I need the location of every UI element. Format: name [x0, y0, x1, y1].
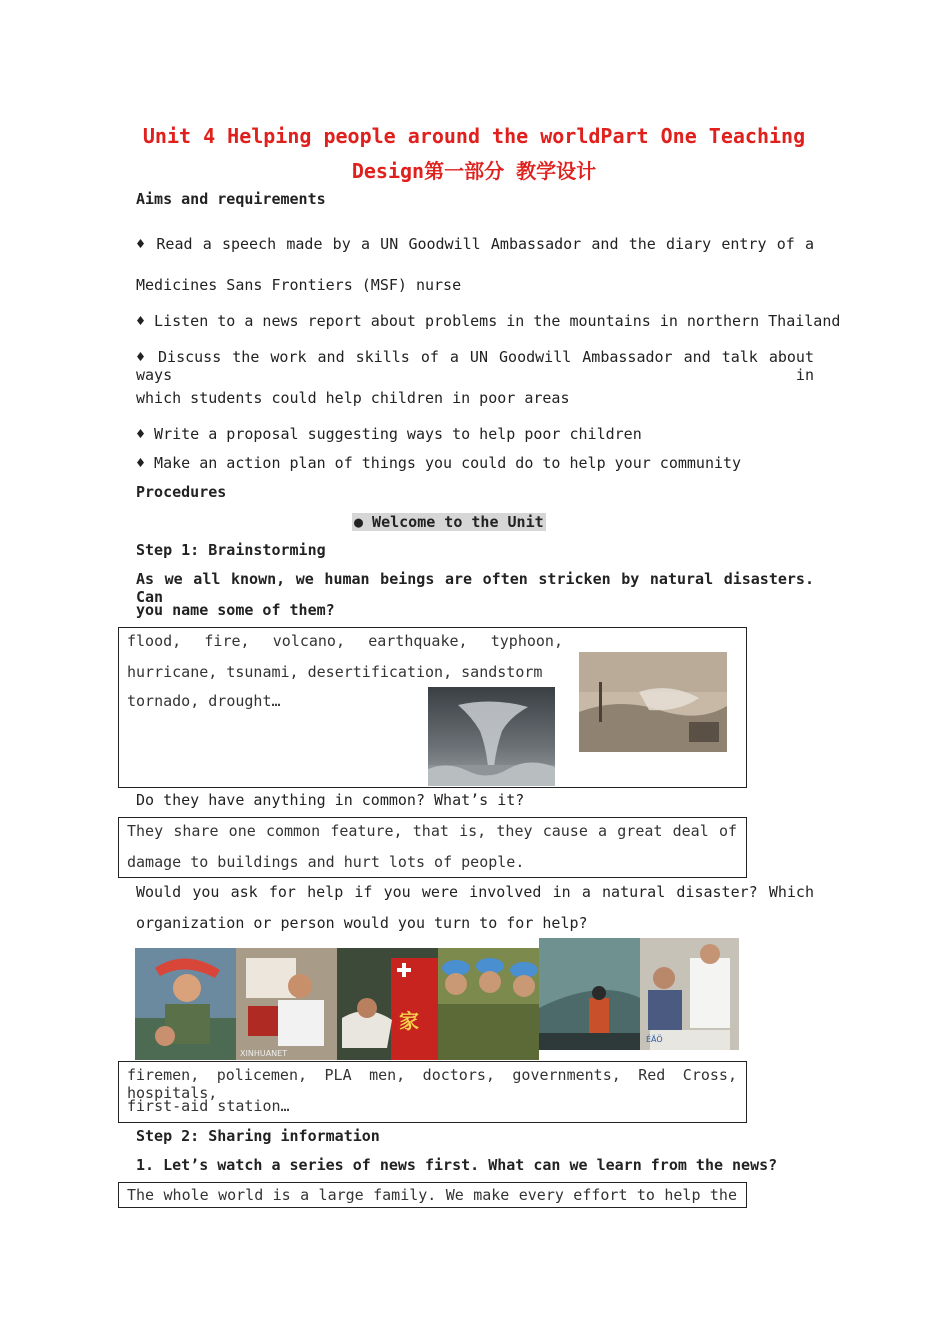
peacekeepers-photo	[438, 948, 539, 1060]
photo-banner: 家	[399, 1009, 419, 1033]
helpers-answer-line1: firemen, policemen, PLA men, doctors, governments, Red Cross, hospitals,	[127, 1066, 737, 1102]
aim-item-2: ♦ Listen to a news report about problems in the mountains in northern Thailand	[136, 312, 841, 330]
news-answer-line1: The whole world is a large family. We make every effort to help the	[127, 1186, 737, 1204]
common-feature-line2: damage to buildings and hurt lots of people.	[127, 853, 525, 871]
step2-question1: 1. Let’s watch a series of news first. What can we learn from the news?	[136, 1156, 778, 1174]
step1-question-line1: As we all known, we human beings are often stricken by natural disasters. Can	[136, 570, 814, 606]
firefighters-photo	[539, 938, 640, 1050]
step1-heading: Step 1: Brainstorming	[136, 541, 326, 559]
first-aid-photo	[236, 948, 337, 1060]
aim-item-3-line1: ♦ Discuss the work and skills of a UN Goodwill Ambassador and talk about ways in	[136, 348, 814, 384]
step1-question3-line1: Would you ask for help if you were involved in a natural disaster? Which	[136, 883, 814, 901]
section-welcome	[352, 512, 546, 531]
disasters-answer-line1: flood, fire, volcano, earthquake, typhoon,	[127, 632, 563, 650]
aim-item-1-line2: Medicines Sans Frontiers (MSF) nurse	[136, 276, 462, 294]
step1-question2: Do they have anything in common? What’s it?	[136, 791, 525, 809]
common-feature-line1: They share one common feature, that is, they cause a great deal of	[127, 822, 737, 840]
aim-item-5: ♦ Make an action plan of things you could do to help your community	[136, 454, 742, 472]
aim-item-3-line2: which students could help children in poor areas	[136, 389, 570, 407]
step1-question3-line2: organization or person would you turn to for help?	[136, 914, 588, 932]
helpers-answer-line2: first-aid station…	[127, 1097, 290, 1115]
flood-photo	[579, 652, 727, 752]
disasters-answer-line3: tornado, drought…	[127, 692, 281, 710]
section-welcome-label: ● Welcome to the Unit	[354, 513, 544, 531]
aim-item-1-line1: ♦ Read a speech made by a UN Goodwill Ambassador and the diary entry of a	[136, 235, 814, 253]
photo-watermark: XINHUANET	[240, 1049, 288, 1058]
aims-heading: Aims and requirements	[136, 190, 326, 208]
page-title-line2: Design第一部分 教学设计	[351, 159, 597, 183]
tornado-photo	[428, 687, 555, 786]
disasters-answer-line2: hurricane, tsunami, desertification, sandstorm	[127, 663, 543, 681]
step1-question-line2: you name some of them?	[136, 601, 335, 619]
rescue-soldiers-photo	[135, 948, 236, 1060]
doctors-photo	[640, 938, 739, 1050]
aim-item-4: ♦ Write a proposal suggesting ways to help poor children	[136, 425, 642, 443]
procedures-heading: Procedures	[136, 483, 227, 501]
photo-caption: ÉÄÖ	[646, 1035, 663, 1044]
page-title-line1: Unit 4 Helping people around the worldPart One Teaching	[142, 124, 806, 148]
red-cross-photo	[337, 948, 438, 1060]
step2-heading: Step 2: Sharing information	[136, 1127, 380, 1145]
